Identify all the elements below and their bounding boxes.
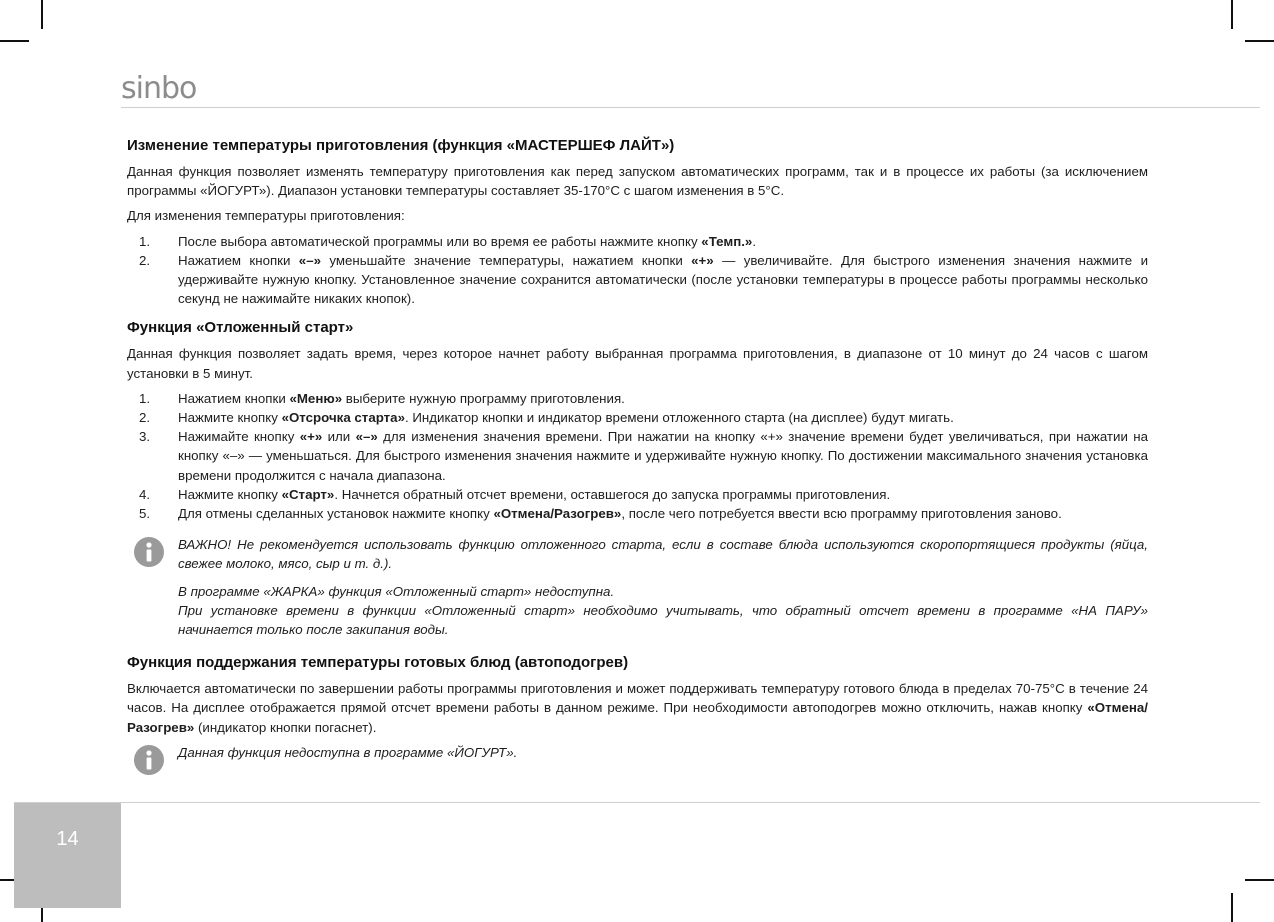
- crop-mark: [1245, 40, 1274, 42]
- section-title-keep-warm: Функция поддержания температуры готовых блюд (автоподогрев): [127, 654, 629, 672]
- crop-mark: [0, 40, 29, 42]
- list-item: 1. После выбора автоматической программы или во время ее работы нажмите кнопку «Темп.».: [139, 233, 757, 249]
- brand-logo: sinbo: [121, 71, 197, 106]
- section-intro: Данная функция позволяет задать время, через которое начнет работу выбранная программа приготовления, в диапазоне от 10 минут до 24 часов с шагом установки в 5 минут.: [127, 346, 1148, 381]
- list-item: 2. Нажмите кнопку «Отсрочка старта». Индикатор кнопки и индикатор времени отложенного старта (на дисплее) будут мигать.: [139, 410, 954, 426]
- note-text: При установке времени в функции «Отложенный старт» необходимо учитывать, что обратный отсчет времени в программе «НА ПАРУ» начинается только после закипания воды.: [178, 602, 1148, 638]
- crop-mark: [1245, 879, 1274, 881]
- list-item: 2. Нажатием кнопки «–» уменьшайте значение температуры, нажатием кнопки «+» — увеличивайте. Для быстрого изменения значения нажмите и удерживайте нужную кнопку. Установленное значение сохранится автоматически (после установки температуры в процессе работы программы несколько секунд не нажимайте никаких кнопок).: [139, 252, 1148, 307]
- page-content: [127, 136, 1148, 772]
- info-note: [127, 743, 1148, 762]
- page-number: 14: [14, 803, 121, 908]
- note-text: ВАЖНО! Не рекомендуется использовать функцию отложенного старта, если в составе блюда используются скоропортящиеся продукты (яйца, свежее молоко, мясо, сыр и т. д.).: [178, 537, 1148, 572]
- section-title-delayed-start: Функция «Отложенный старт»: [127, 319, 354, 337]
- important-note: [127, 535, 1148, 639]
- footer-divider: [14, 802, 1260, 803]
- crop-mark: [1231, 0, 1233, 29]
- section-intro: Данная функция позволяет изменять температуру приготовления как перед запуском автоматических программ, так и в процессе их работы (за исключением программы «ЙОГУРТ»). Диапазон установки температуры составляет 35-170°C с шагом изменения в 5°C.: [127, 164, 1148, 199]
- section-title-temperature: Изменение температуры приготовления (функция «МАСТЕРШЕФ ЛАЙТ»): [127, 137, 675, 154]
- list-item: 4. Нажмите кнопку «Старт». Начнется обратный отсчет времени, оставшегося до запуска программы приготовления.: [139, 486, 891, 502]
- steps-list: [127, 232, 1148, 309]
- list-item: 3. Нажимайте кнопку «+» или «–» для изменения значения времени. При нажатии на кнопку «+» значение времени будет увеличиваться, при нажатии на кнопку «–» — уменьшаться. Для быстрого изменения значения нажмите и удерживайте нужную кнопку. По достижении максимального значения установка времени продолжится с начала диапазона.: [139, 429, 1148, 483]
- section-intro-2: Для изменения температуры приготовления:: [127, 208, 405, 224]
- info-icon: [133, 536, 165, 568]
- crop-mark: [1231, 893, 1233, 922]
- list-item: 5. Для отмены сделанных установок нажмите кнопку «Отмена/Разогрев», после чего потребуется ввести всю программу приготовления заново.: [139, 506, 1062, 522]
- note-text: В программе «ЖАРКА» функция «Отложенный старт» недоступна.: [178, 583, 615, 599]
- crop-mark: [41, 0, 43, 29]
- steps-list: [127, 389, 1148, 523]
- header-divider: [121, 107, 1260, 108]
- list-item: 1. Нажатием кнопки «Меню» выберите нужную программу приготовления.: [139, 390, 625, 406]
- section-intro: Включается автоматически по завершении работы программы приготовления и может поддерживать температуру готового блюда в пределах 70-75°C в течение 24 часов. На дисплее отображается прямой отсчет времени работы в данном режиме. При необходимости автоподогрев можно отключить, нажав кнопку «Отмена/Разогрев» (индикатор кнопки погаснет).: [127, 681, 1148, 735]
- info-icon: [133, 744, 165, 776]
- note-text: Данная функция недоступна в программе «ЙОГУРТ».: [178, 744, 518, 760]
